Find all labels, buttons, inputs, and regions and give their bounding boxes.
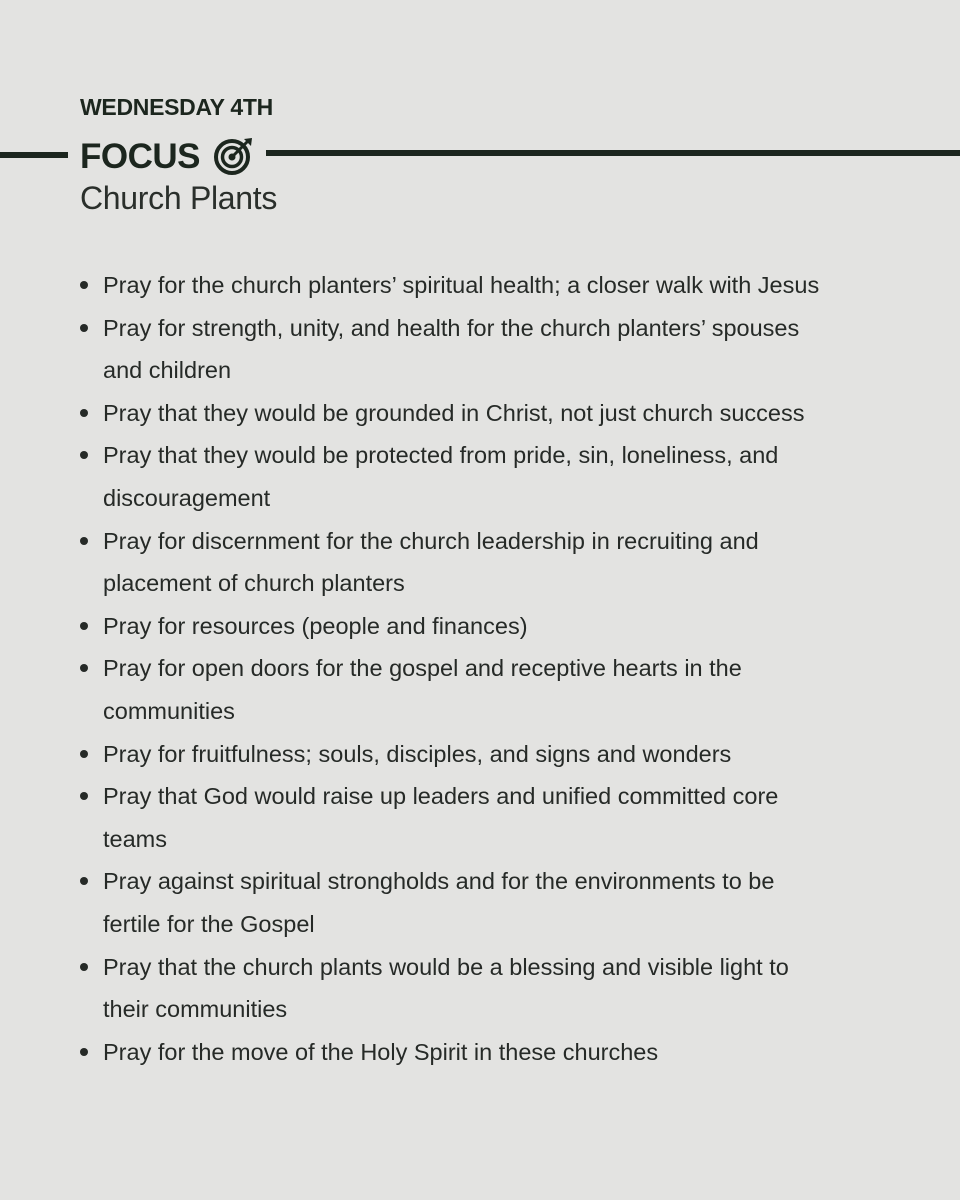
subtitle: Church Plants [80, 180, 278, 216]
prayer-text: Pray for the church planters’ spiritual health; a closer walk with Jesus [103, 272, 820, 298]
prayer-list [0, 264, 960, 1073]
prayer-text: Pray that they would be grounded in Christ, not just church success [103, 399, 805, 426]
bullet-icon [80, 409, 88, 417]
prayer-item [0, 520, 960, 605]
prayer-text: Pray for resources (people and finances) [103, 612, 528, 639]
focus-header [0, 136, 960, 176]
prayer-text: Pray for open doors for the gospel and receptive hearts in the communities [103, 655, 742, 724]
bullet-icon [80, 664, 88, 672]
bullet-icon [80, 750, 88, 758]
bullet-icon [80, 877, 88, 885]
prayer-item [0, 946, 960, 1031]
prayer-text: Pray that God would raise up leaders and unified committed core teams [103, 783, 779, 852]
prayer-item [0, 434, 960, 519]
divider-right [266, 150, 960, 156]
bullet-icon [80, 451, 88, 459]
prayer-item [0, 1031, 960, 1074]
prayer-item [0, 775, 960, 860]
target-icon [212, 136, 256, 176]
prayer-text: Pray for strength, unity, and health for the church planters’ spouses and children [103, 314, 800, 384]
prayer-text: Pray for the move of the Holy Spirit in these churches [103, 1038, 659, 1065]
day-label: WEDNESDAY 4TH [80, 94, 273, 120]
prayer-text: Pray that the church plants would be a blessing and visible light to their communities [103, 953, 789, 1023]
prayer-item [0, 860, 960, 945]
prayer-item [0, 264, 960, 307]
prayer-item [0, 733, 960, 776]
prayer-item [0, 307, 960, 392]
prayer-item [0, 392, 960, 435]
bullet-icon [80, 324, 88, 332]
bullet-icon [80, 792, 88, 800]
prayer-item [0, 605, 960, 648]
bullet-icon [80, 963, 88, 971]
bullet-icon [80, 281, 88, 289]
bullet-icon [80, 622, 88, 630]
focus-title: FOCUS [80, 137, 200, 176]
bullet-icon [80, 1048, 88, 1056]
prayer-text: Pray for fruitfulness; souls, disciples, and signs and wonders [103, 740, 732, 767]
prayer-text: Pray against spiritual strongholds and for the environments to be fertile for the Gospel [103, 868, 775, 937]
prayer-text: Pray that they would be protected from pride, sin, loneliness, and discouragement [103, 442, 779, 511]
bullet-icon [80, 537, 88, 545]
prayer-text: Pray for discernment for the church leadership in recruiting and placement of church planters [103, 527, 759, 597]
prayer-item [0, 647, 960, 732]
divider-left [0, 152, 68, 158]
